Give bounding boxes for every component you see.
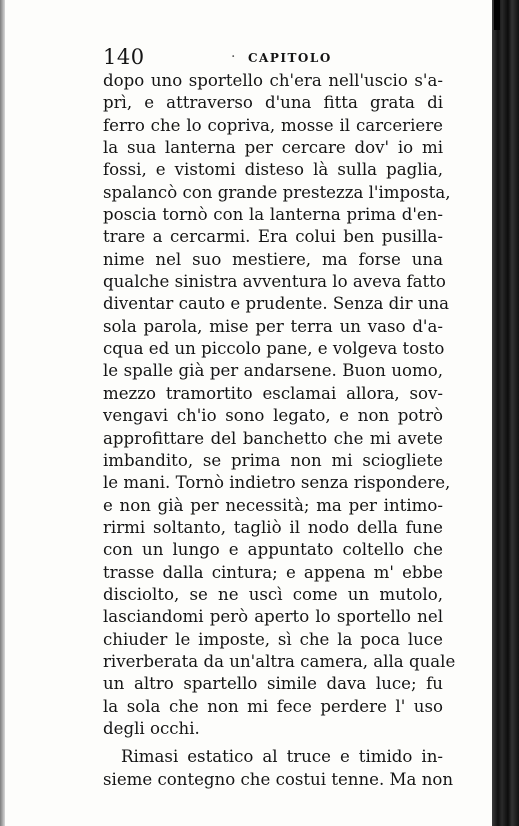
text-line: riverberata da un'altra camera, alla quale	[103, 651, 456, 671]
text-line: prì, e attraverso d'una fitta grata di	[103, 93, 443, 113]
text-line: un altro spartello simile dava luce; fu	[103, 674, 443, 694]
text-line: sieme contegno che costui tenne. Ma non	[103, 769, 454, 789]
text-line: le spalle già per andarsene. Buon uomo,	[103, 361, 443, 381]
text-line: nime nel suo mestiere, ma forse una	[103, 249, 443, 269]
header-ornament-dot: ·	[231, 49, 236, 65]
text-line: mezzo tramortito esclamai allora, sov-	[103, 383, 443, 403]
page-header	[103, 44, 443, 70]
text-line: chiuder le imposte, sì che la poca luce	[103, 629, 443, 649]
page-number: 140	[103, 45, 145, 69]
spine-dark-mark	[494, 0, 500, 30]
text-line: imbandito, se prima non mi sciogliete	[103, 450, 443, 470]
text-line: vengavi ch'io sono legato, e non potrò	[103, 406, 443, 426]
text-line: degli occhi.	[103, 718, 200, 738]
book-spine-edge	[492, 0, 519, 826]
running-head: CAPITOLO	[248, 51, 332, 65]
text-line: diventar cauto e prudente. Senza dir una	[103, 294, 450, 314]
text-line: approfittare del banchetto che mi avete	[103, 428, 443, 448]
text-line: spalancò con grande prestezza l'imposta,	[103, 182, 451, 202]
text-line: trasse dalla cintura; e appena m' ebbe	[103, 562, 443, 582]
paragraph	[103, 746, 454, 791]
text-line: qualche sinistra avventura lo aveva fatto	[103, 272, 446, 292]
text-line: la sua lanterna per cercare dov' io mi	[103, 138, 443, 158]
text-line: dopo uno sportello ch'era nell'uscio s'a-	[103, 71, 443, 90]
text-line: ferro che lo copriva, mosse il carceriere	[103, 115, 443, 135]
text-line: e non già per necessità; ma per intimo-	[103, 495, 443, 515]
page-left-shadow	[0, 0, 5, 826]
text-line: trare a cercarmi. Era colui ben pusilla-	[103, 227, 443, 247]
text-line: rirmi soltanto, tagliò il nodo della fune	[103, 517, 443, 537]
text-line: fossi, e vistomi disteso là sulla paglia,	[103, 160, 443, 180]
text-line: le mani. Tornò indietro senza rispondere,	[103, 473, 451, 493]
text-line: la sola che non mi fece perdere l' uso	[103, 696, 443, 716]
text-line: con un lungo e appuntato coltello che	[103, 540, 443, 560]
text-line: sola parola, mise per terra un vaso d'a-	[103, 316, 443, 336]
text-line: lasciandomi però aperto lo sportello nel	[103, 607, 443, 627]
text-line: disciolto, se ne uscì come un mutolo,	[103, 584, 443, 604]
paragraph	[103, 70, 456, 740]
text-line: cqua ed un piccolo pane, e volgeva tosto	[103, 339, 445, 359]
body-text	[103, 70, 456, 791]
text-line: poscia tornò con la lanterna prima d'en-	[103, 205, 443, 225]
text-line: Rimasi estatico al truce e timido in-	[121, 747, 443, 767]
